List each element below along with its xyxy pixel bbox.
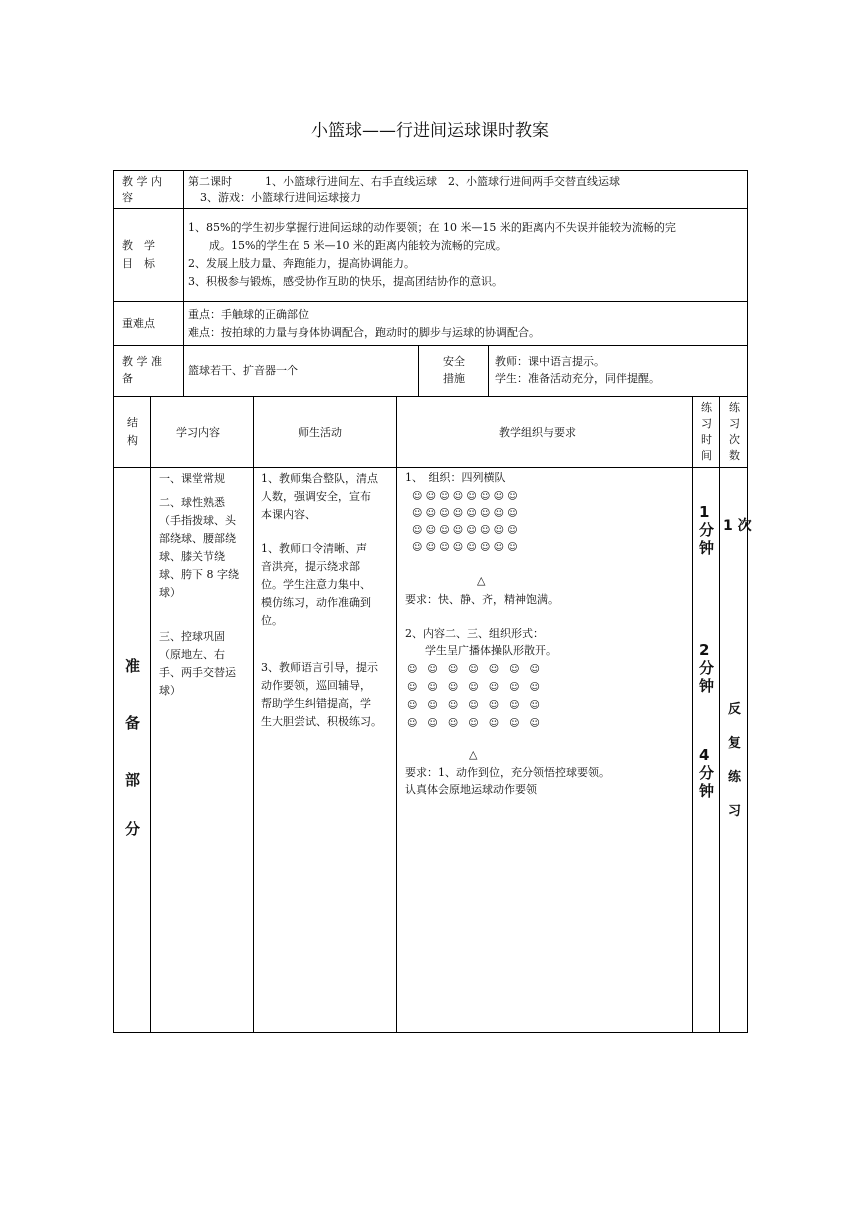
content-text-line2: 3、游戏：小篮球行进间运球接力 [200,191,361,204]
count-char: 习 [728,804,742,819]
learning-line: 部绕球、腰部绕 [159,532,236,545]
section-char: 备 [125,714,141,732]
activity-line: 生大胆尝试、积极练习。 [261,715,382,728]
header-structure-cell [113,396,151,468]
learning-line: 球） [159,586,181,599]
activity-line: 位。 [261,614,283,627]
header-activities: 师生活动 [298,426,342,439]
learning-line: 球、胯下 8 字绕 [159,568,239,581]
org-requirement-2: 要求：1、动作到位，充分领悟控球要领。 [405,766,610,779]
teacher-triangle-icon: △ [469,748,478,761]
time-value: 4 [699,746,710,764]
objectives-text-cell [183,208,748,302]
section-char: 分 [125,820,141,838]
objective-item-1: 1、85%的学生初步掌握行进间运球的动作要领；在 10 米—15 米的距离内不失误并能较为流畅的完 [188,221,676,234]
safety-label-line2: 措施 [443,372,465,385]
header-count-char: 练 [729,401,740,414]
header-content: 学习内容 [176,426,220,439]
objectives-label-line1: 教 学 [122,239,155,252]
content-label-line1: 教 学 内 [122,175,162,188]
formation-row: ☺ ☺ ☺ ☺ ☺ ☺ ☺ ☺ [412,491,518,502]
content-text-cell [183,170,748,209]
prep-label-line1: 教 学 准 [122,355,162,368]
formation-row: ☺ ☺ ☺ ☺ ☺ ☺ ☺ ☺ [412,542,518,553]
safety-label-line1: 安全 [443,355,465,368]
section-char: 准 [125,657,141,675]
section-name-cell [113,467,151,1033]
content-label-line2: 容 [122,191,133,204]
header-count-char: 习 [729,417,740,430]
activity-line: 位。学生注意力集中、 [261,578,371,591]
prep-equipment: 篮球若干、扩音器一个 [188,364,298,377]
count-char: 复 [728,736,742,751]
keypoints-label-cell [113,301,184,346]
header-time-cell [692,396,720,468]
learning-line [159,620,239,628]
document-title: 小篮球——行进间运球课时教案 [311,121,549,141]
objective-item-1-cont: 成。15%的学生在 5 米—10 米的距离内能较为流畅的完成。 [209,239,507,252]
header-organization-cell [396,396,693,468]
activity-line: 动作要领，巡回辅导， [261,679,371,692]
learning-line: （手指拨球、头 [159,514,236,527]
org-item-1: 1、 组织：四列横队 [405,471,506,484]
keypoints-text-cell [183,301,748,346]
header-count-char: 次 [729,433,740,446]
activity-line: 3、教师语言引导，提示 [261,661,378,674]
header-time-char: 时 [701,433,712,446]
keypoint-item-1: 重点：手触球的正确部位 [188,308,309,321]
activity-line: 本课内容、 [261,508,316,521]
header-activities-cell [253,396,397,468]
section-char: 部 [125,771,141,789]
objectives-label-cell [113,208,184,302]
learning-line: （原地左、右 [159,648,225,661]
learning-line: 二、球性熟悉 [159,496,225,509]
learning-line: 手、两手交替运 [159,666,236,679]
activity-line: 音洪亮，提示绕求部 [261,560,360,573]
prep-safety-label-cell [418,345,489,397]
prep-equipment-cell [183,345,419,397]
time-value: 2 [699,641,710,659]
organization-cell [396,467,693,1033]
count-char: 反 [728,702,742,717]
prep-label-cell [113,345,184,397]
keypoint-item-2: 难点：按拍球的力量与身体协调配合，跑动时的脚步与运球的协调配合。 [188,326,540,339]
time-value: 钟 [699,677,715,695]
prep-label-line2: 备 [122,372,133,385]
formation-row: ☺ ☺ ☺ ☺ ☺ ☺ ☺ ☺ [412,525,518,536]
activity-line: 人数，强调安全，宣布 [261,490,371,503]
formation-row: ☺ ☺ ☺ ☺ ☺ ☺ ☺ [407,664,540,675]
learning-line: 一、课堂常规 [159,472,225,485]
measure-teacher: 教师：课中语言提示。 [495,355,605,368]
formation-row: ☺ ☺ ☺ ☺ ☺ ☺ ☺ [407,700,540,711]
header-time-char: 习 [701,417,712,430]
activity-line: 模仿练习，动作准确到 [261,596,371,609]
teacher-triangle-icon: △ [477,574,486,587]
measure-student: 学生：准备活动充分，同伴提醒。 [495,372,660,385]
header-time-char: 练 [701,401,712,414]
formation-row: ☺ ☺ ☺ ☺ ☺ ☺ ☺ ☺ [412,508,518,519]
learning-line [159,602,239,620]
keypoints-label: 重难点 [122,317,155,330]
header-time-char: 间 [701,449,712,462]
header-organization: 教学组织与要求 [499,426,576,439]
objectives-label-line2: 目 标 [122,257,155,270]
header-content-cell [150,396,254,468]
header-structure-line1: 结 [127,416,138,429]
activity-line: 帮助学生纠错提高，学 [261,697,371,710]
header-count-cell [719,396,748,468]
prep-measures-cell [488,345,748,397]
org-requirement-1: 要求：快、静、齐，精神饱满。 [405,593,559,606]
count-value: 1 次 [723,518,752,534]
activity-line: 1、教师口令清晰、声 [261,542,367,555]
learning-line: 球） [159,684,181,697]
count-cell [719,467,752,1033]
header-count-char: 数 [729,449,740,462]
formation-row: ☺ ☺ ☺ ☺ ☺ ☺ ☺ [407,718,540,729]
time-value: 分 [699,659,715,677]
learning-line: 球、膝关节绕 [159,550,225,563]
learning-line: 三、控球巩固 [159,630,225,643]
time-value: 钟 [699,539,715,557]
learning-cell [150,467,254,1033]
activity-line: 1、教师集合整队，清点 [261,472,378,485]
time-value: 钟 [699,782,715,800]
formation-row: ☺ ☺ ☺ ☺ ☺ ☺ ☺ [407,682,540,693]
time-value: 分 [699,521,715,539]
count-char: 练 [728,770,742,785]
activities-cell [253,467,397,1033]
header-structure-line2: 构 [127,434,138,447]
time-value: 1 [699,503,710,521]
time-cell [692,467,720,1033]
content-text-line1: 第二课时 1、小篮球行进间左、右手直线运球 2、小篮球行进间两手交替直线运球 [188,175,620,188]
org-item-2: 2、内容二、三、组织形式： [405,627,544,640]
objective-item-3: 3、积极参与锻炼，感受协作互助的快乐，提高团结协作的意识。 [188,275,503,288]
org-requirement-2b: 认真体会原地运球动作要领 [405,783,537,796]
time-value: 分 [699,764,715,782]
org-item-2b: 学生呈广播体操队形散开。 [425,644,557,657]
objective-item-2: 2、发展上肢力量、奔跑能力，提高协调能力。 [188,257,415,270]
content-label-cell [113,170,184,209]
